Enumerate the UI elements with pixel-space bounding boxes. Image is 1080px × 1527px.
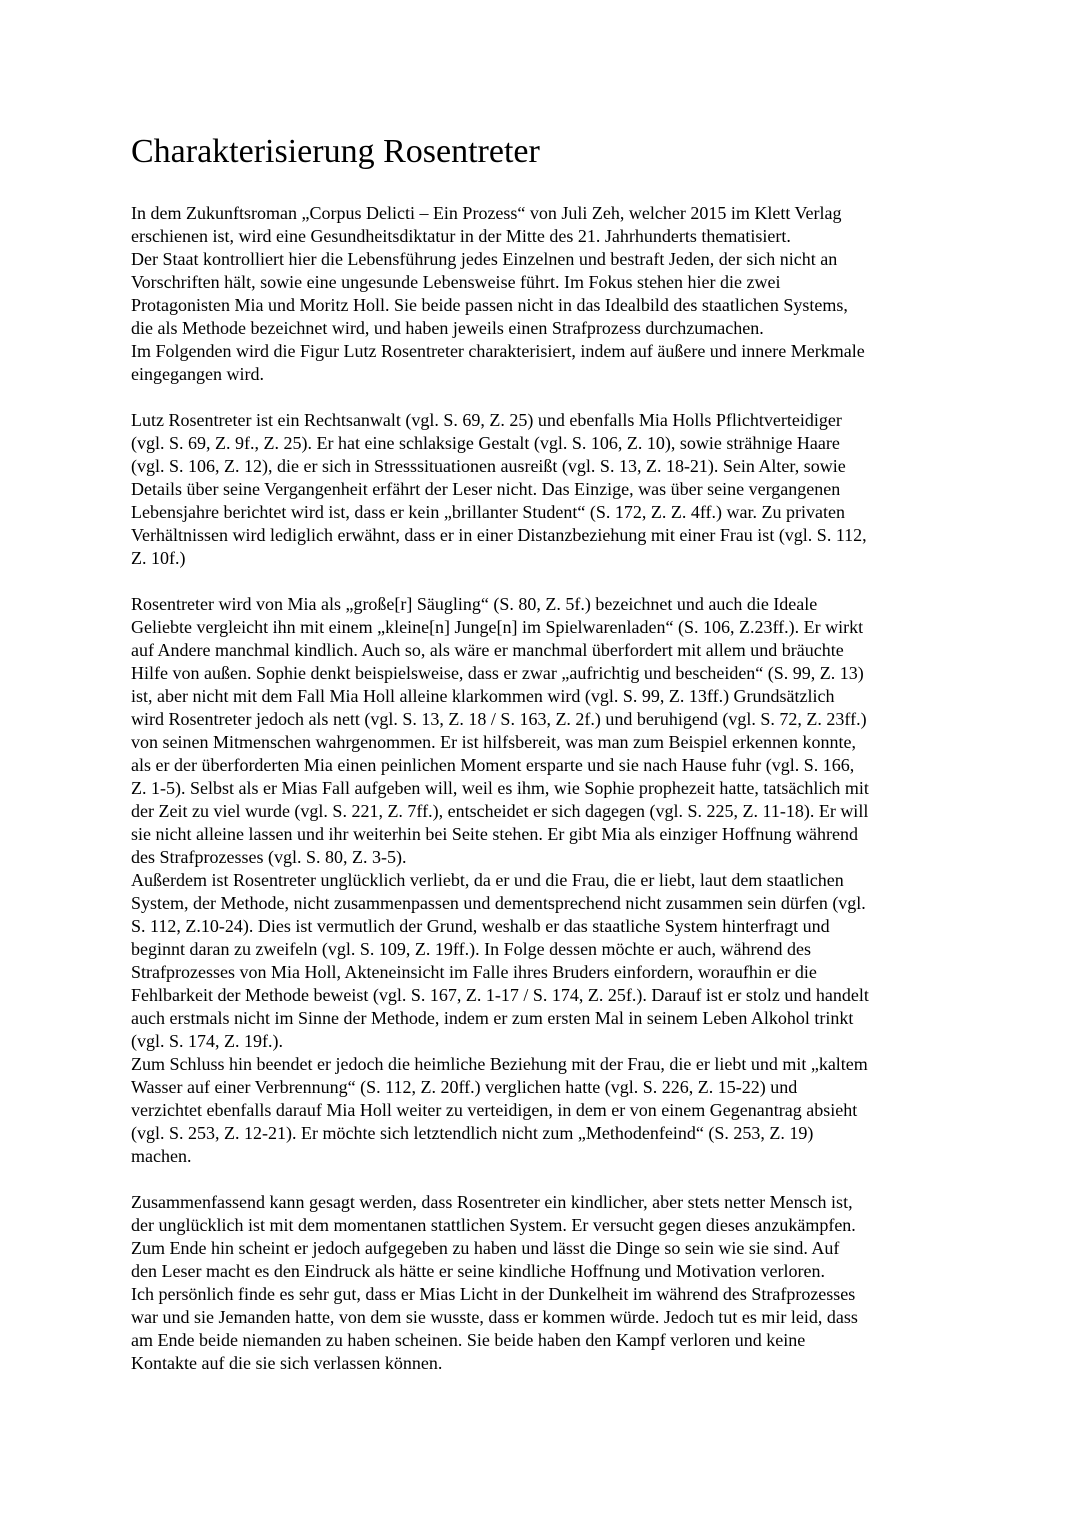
paragraph-gap bbox=[131, 386, 951, 409]
paragraph-2 bbox=[131, 409, 951, 570]
paragraph-gap bbox=[131, 570, 951, 593]
text-line: (vgl. S. 106, Z. 12), die er sich in Stresssituationen ausreißt (vgl. S. 13, Z. 18-21). Sein Alter, sowie bbox=[131, 456, 846, 476]
text-line: auch erstmals nicht im Sinne der Methode, indem er zum ersten Mal in seinem Leben Alkohol trinkt bbox=[131, 1008, 854, 1028]
text-line: Ich persönlich finde es sehr gut, dass er Mias Licht in der Dunkelheit im während des Strafprozesses bbox=[131, 1284, 856, 1304]
text-line: den Leser macht es den Eindruck als hätte er seine kindliche Hoffnung und Motivation verloren. bbox=[131, 1261, 825, 1281]
text-line: Zusammenfassend kann gesagt werden, dass Rosentreter ein kindlicher, aber stets netter Mensch ist, bbox=[131, 1192, 853, 1212]
text-line: ist, aber nicht mit dem Fall Mia Holl alleine klarkommen wird (vgl. S. 99, Z. 13ff.) Grundsätzlich bbox=[131, 686, 835, 706]
text-line: In dem Zukunftsroman „Corpus Delicti – Ein Prozess“ von Juli Zeh, welcher 2015 im Klett Verlag bbox=[131, 203, 842, 223]
text-line: eingegangen wird. bbox=[131, 364, 264, 384]
text-line: Zum Schluss hin beendet er jedoch die heimliche Beziehung mit der Frau, die er liebt und mit „kaltem bbox=[131, 1054, 868, 1074]
text-line: Z. 10f.) bbox=[131, 548, 186, 568]
text-line: Zum Ende hin scheint er jedoch aufgegeben zu haben und lässt die Dinge so sein wie sie sind. Auf bbox=[131, 1238, 840, 1258]
text-line: System, der Methode, nicht zusammenpassen und dementsprechend nicht zusammen sein dürfen (vgl. bbox=[131, 893, 866, 913]
text-line: der Zeit zu viel wurde (vgl. S. 221, Z. 7ff.), entscheidet er sich dagegen (vgl. S. 225, Z. 11-18). Er will bbox=[131, 801, 869, 821]
text-line: als er der überforderten Mia einen peinlichen Moment ersparte und sie nach Hause fuhr (vgl. S. 166, bbox=[131, 755, 855, 775]
text-line: Lebensjahre berichtet wird ist, dass er kein „brillanter Student“ (S. 172, Z. Z. 4ff.) war. Zu privaten bbox=[131, 502, 845, 522]
page-title: Charakterisierung Rosentreter bbox=[131, 133, 540, 170]
text-line: Außerdem ist Rosentreter unglücklich verliebt, da er und die Frau, die er liebt, laut dem staatlichen bbox=[131, 870, 844, 890]
text-line: der unglücklich ist mit dem momentanen stattlichen System. Er versucht gegen dieses anzukämpfen. bbox=[131, 1215, 856, 1235]
text-line: Vorschriften hält, sowie eine ungesunde Lebensweise führt. Im Fokus stehen hier die zwei bbox=[131, 272, 781, 292]
text-line: Lutz Rosentreter ist ein Rechtsanwalt (vgl. S. 69, Z. 25) und ebenfalls Mia Holls Pflichtverteidiger bbox=[131, 410, 842, 430]
text-line: beginnt daran zu zweifeln (vgl. S. 109, Z. 19ff.). In Folge dessen möchte er auch, während des bbox=[131, 939, 811, 959]
text-line: Der Staat kontrolliert hier die Lebensführung jedes Einzelnen und bestraft Jeden, der sich nicht an bbox=[131, 249, 838, 269]
text-line: von seinen Mitmenschen wahrgenommen. Er ist hilfsbereit, was man zum Beispiel erkennen konnte, bbox=[131, 732, 856, 752]
text-line: am Ende beide niemanden zu haben scheinen. Sie beide haben den Kampf verloren und keine bbox=[131, 1330, 806, 1350]
text-line: Verhältnissen wird lediglich erwähnt, dass er in einer Distanzbeziehung mit einer Frau ist (vgl. S. 112, bbox=[131, 525, 867, 545]
text-line: machen. bbox=[131, 1146, 192, 1166]
text-line: Wasser auf einer Verbrennung“ (S. 112, Z. 20ff.) verglichen hatte (vgl. S. 226, Z. 15-22) und bbox=[131, 1077, 798, 1097]
text-line: Hilfe von außen. Sophie denkt beispielsweise, dass er zwar „aufrichtig und bescheiden“ (S. 99, Z. 13) bbox=[131, 663, 864, 683]
paragraph-1 bbox=[131, 202, 951, 386]
text-line: Fehlbarkeit der Methode beweist (vgl. S. 167, Z. 1-17 / S. 174, Z. 25f.). Darauf ist er stolz und handelt bbox=[131, 985, 869, 1005]
paragraph-3 bbox=[131, 593, 951, 1168]
text-line: (vgl. S. 253, Z. 12-21). Er möchte sich letztendlich nicht zum „Methodenfeind“ (S. 253, Z. 19) bbox=[131, 1123, 814, 1143]
text-line: des Strafprozesses (vgl. S. 80, Z. 3-5). bbox=[131, 847, 407, 867]
text-line: Strafprozesses von Mia Holl, Akteneinsicht im Falle ihres Bruders einfordern, woraufhin er die bbox=[131, 962, 817, 982]
text-line: sie nicht alleine lassen und ihr weiterhin bei Seite stehen. Er gibt Mia als einziger Hoffnung während bbox=[131, 824, 858, 844]
text-line: Kontakte auf die sie sich verlassen können. bbox=[131, 1353, 443, 1373]
text-line: Im Folgenden wird die Figur Lutz Rosentreter charakterisiert, indem auf äußere und innere Merkmale bbox=[131, 341, 865, 361]
text-line: Rosentreter wird von Mia als „große[r] Säugling“ (S. 80, Z. 5f.) bezeichnet und auch die Ideale bbox=[131, 594, 818, 614]
text-line: (vgl. S. 174, Z. 19f.). bbox=[131, 1031, 283, 1051]
text-line: Z. 1-5). Selbst als er Mias Fall aufgeben will, weil es ihm, wie Sophie prophezeit hatte, tatsächlich mit bbox=[131, 778, 869, 798]
text-line: die als Methode bezeichnet wird, und haben jeweils einen Strafprozess durchzumachen. bbox=[131, 318, 764, 338]
document-page bbox=[131, 130, 951, 1375]
text-line: erschienen ist, wird eine Gesundheitsdiktatur in der Mitte des 21. Jahrhunderts thematisiert. bbox=[131, 226, 791, 246]
text-line: Geliebte vergleicht ihn mit einem „kleine[n] Junge[n] im Spielwarenladen“ (S. 106, Z.23ff.). Er wirkt bbox=[131, 617, 864, 637]
text-line: Protagonisten Mia und Moritz Holl. Sie beide passen nicht in das Idealbild des staatlichen Systems, bbox=[131, 295, 848, 315]
text-line: Details über seine Vergangenheit erfährt der Leser nicht. Das Einzige, was über seine vergangenen bbox=[131, 479, 841, 499]
paragraph-gap bbox=[131, 1168, 951, 1191]
text-line: S. 112, Z.10-24). Dies ist vermutlich der Grund, weshalb er das staatliche System hinterfragt und bbox=[131, 916, 830, 936]
text-line: (vgl. S. 69, Z. 9f., Z. 25). Er hat eine schlaksige Gestalt (vgl. S. 106, Z. 10), sowie strähnige Haare bbox=[131, 433, 840, 453]
text-line: auf Andere manchmal kindlich. Auch so, als wäre er manchmal überfordert mit allem und bräuchte bbox=[131, 640, 844, 660]
text-line: wird Rosentreter jedoch als nett (vgl. S. 13, Z. 18 / S. 163, Z. 2f.) und beruhigend (vgl. S. 72, Z. 23ff.) bbox=[131, 709, 867, 729]
text-line: verzichtet ebenfalls darauf Mia Holl weiter zu verteidigen, in dem er von einem Gegenantrag absieht bbox=[131, 1100, 858, 1120]
paragraph-4 bbox=[131, 1191, 951, 1375]
document-body bbox=[131, 202, 951, 1375]
text-line: war und sie Jemanden hatte, von dem sie wusste, dass er kommen würde. Jedoch tut es mir leid, dass bbox=[131, 1307, 858, 1327]
